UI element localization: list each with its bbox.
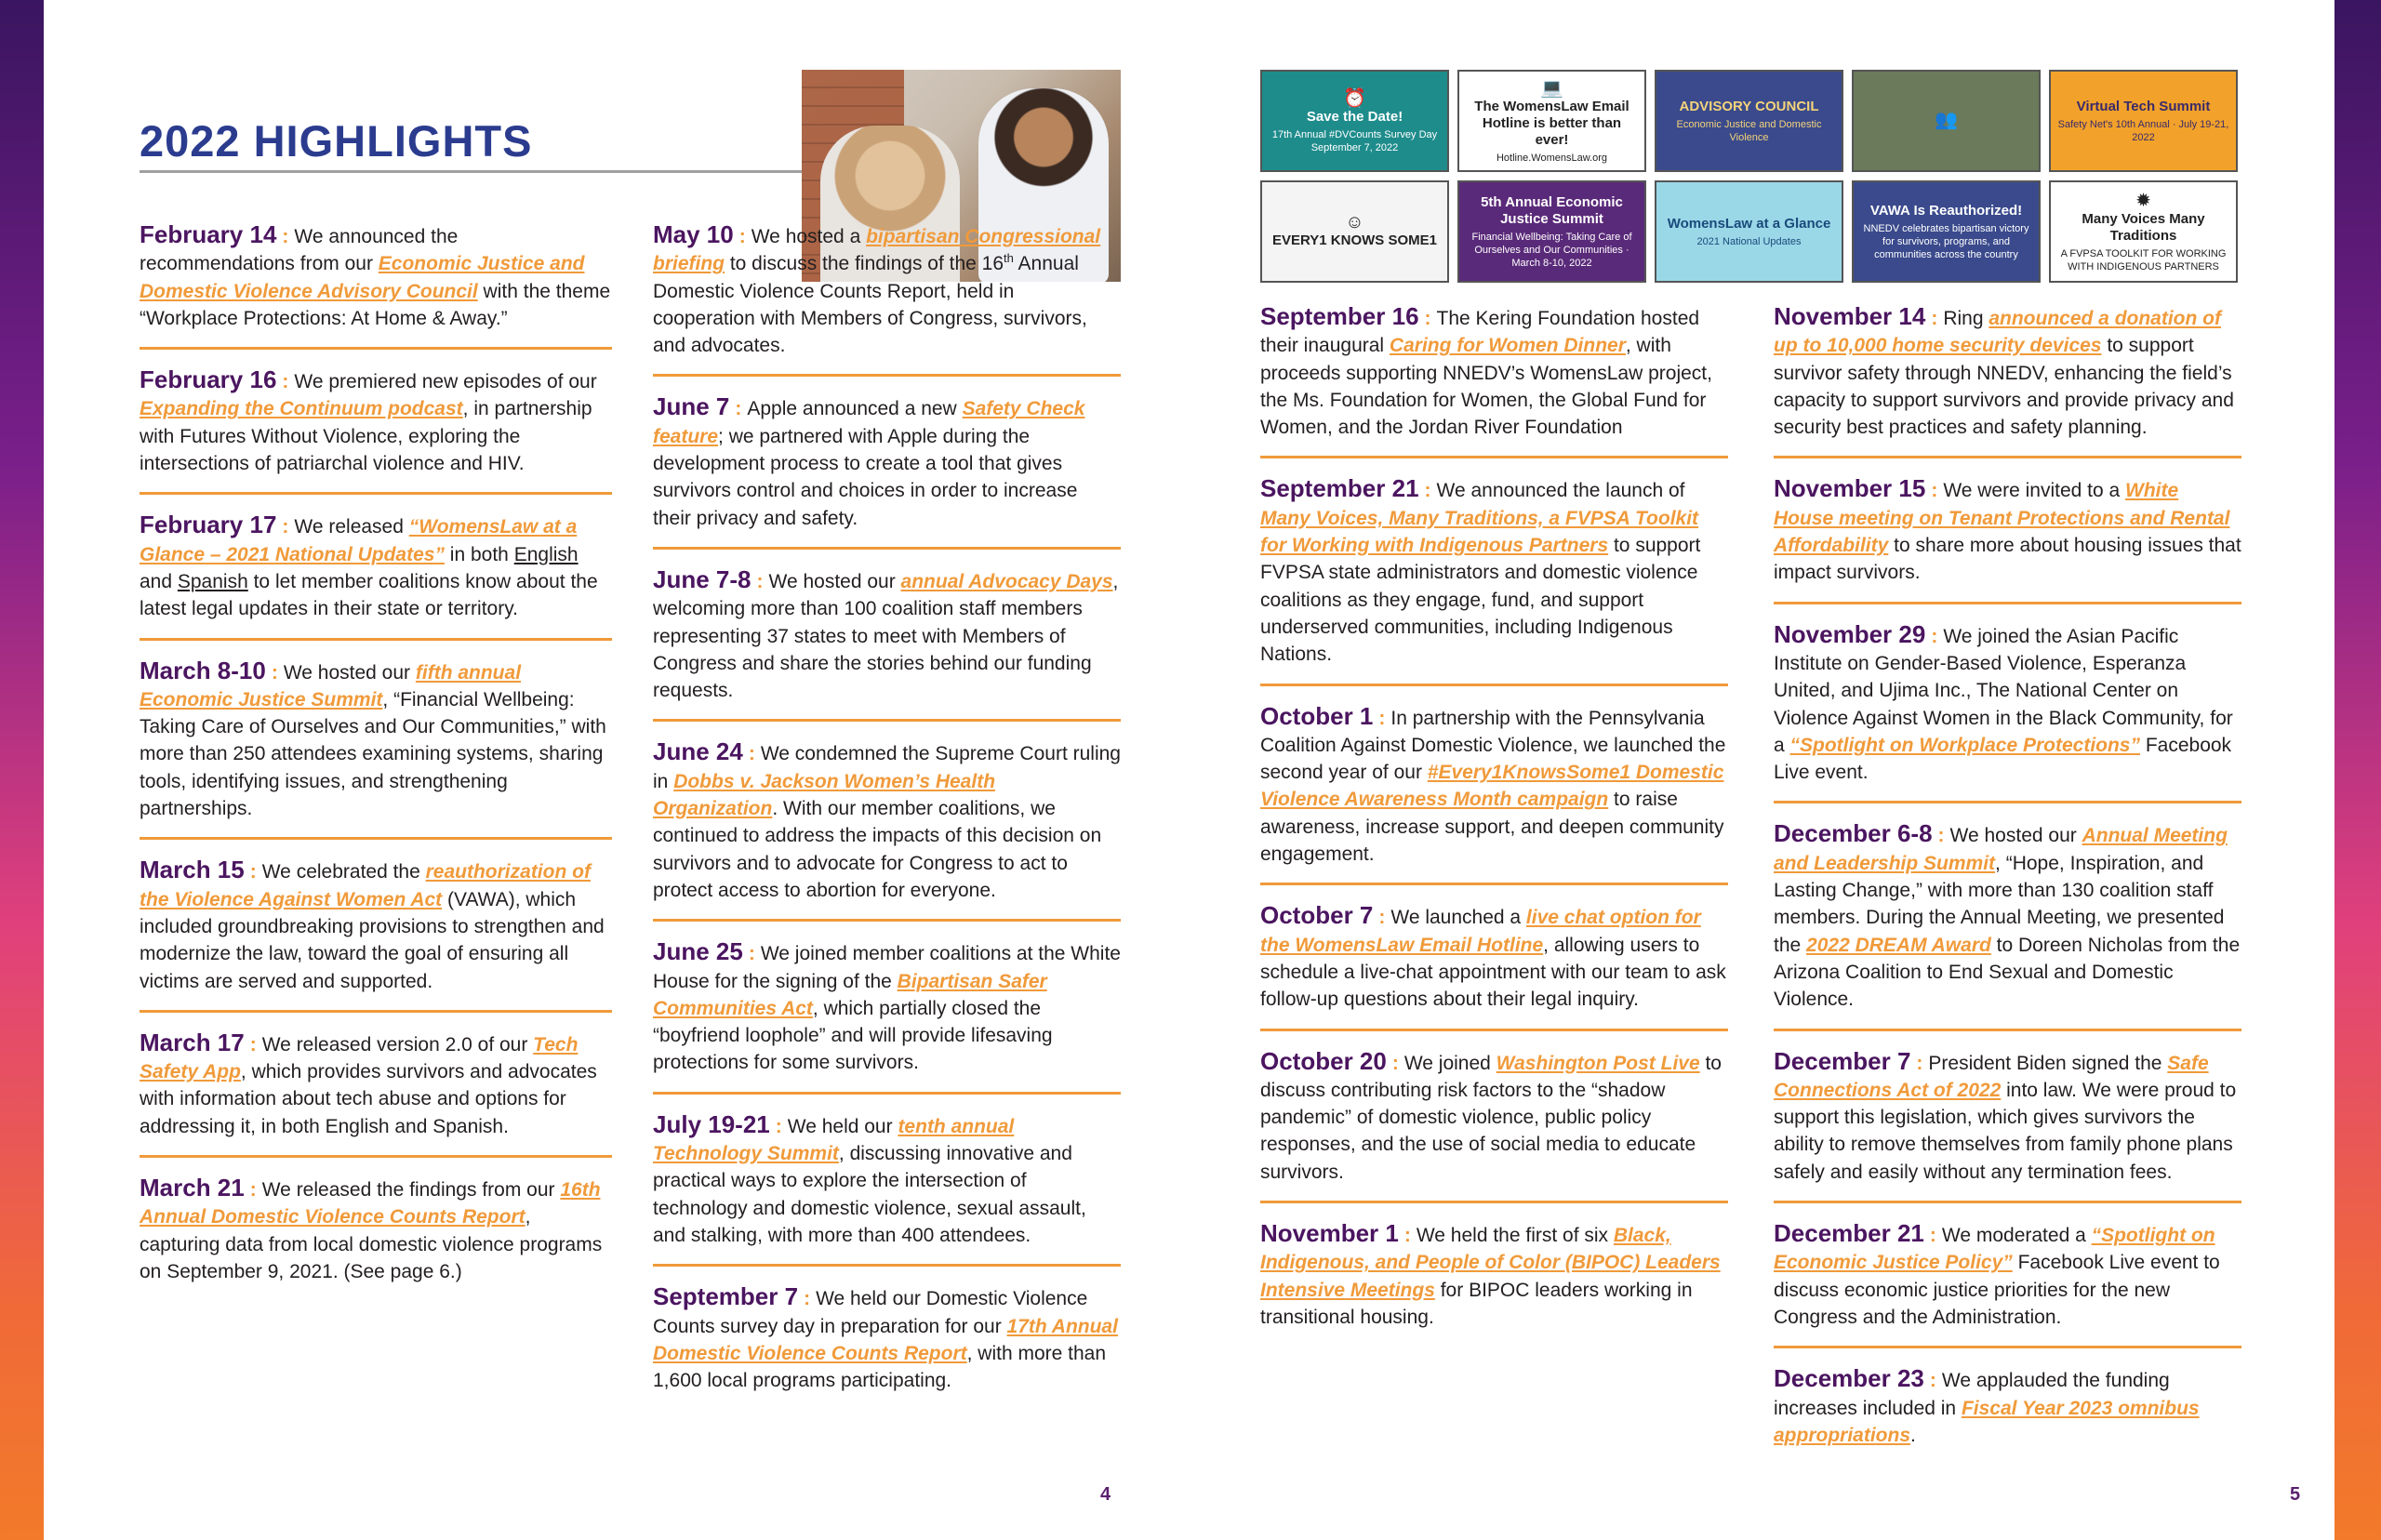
entry-text bbox=[1260, 902, 1728, 1013]
entry-text bbox=[1774, 475, 2241, 586]
entry-link[interactable]: 16th Annual Domestic Violence Counts Report bbox=[140, 1179, 601, 1228]
entry-text bbox=[140, 221, 612, 332]
date-separator: : bbox=[1378, 907, 1386, 929]
entry-link[interactable]: #Every1KnowsSome1 Domestic Violence Awareness Month campaign bbox=[1260, 762, 1724, 811]
entry-link[interactable]: Washington Post Live bbox=[1496, 1052, 1700, 1074]
entry-body-text: In partnership with the Pennsylvania Coalition Against Domestic Violence, we launched the second year of our bbox=[1260, 707, 1726, 784]
date-separator: : bbox=[282, 371, 289, 393]
entry-link[interactable]: live chat option for the WomensLaw Email Hotline bbox=[1260, 907, 1701, 956]
entry-body-text: for BIPOC leaders working in transitional housing. bbox=[1260, 1279, 1693, 1328]
entry-date: December 6-8 bbox=[1774, 819, 1933, 848]
timeline-entry bbox=[1774, 1220, 2241, 1348]
entry-body-text: We held our bbox=[787, 1115, 898, 1137]
entry-text bbox=[1260, 1220, 1728, 1331]
entry-link[interactable]: 2022 DREAM Award bbox=[1806, 934, 1991, 956]
entry-body-text: to raise awareness, increase support, and deepen community engagement. bbox=[1260, 789, 1724, 866]
thumbnail-content bbox=[1668, 216, 1831, 248]
timeline-entry bbox=[1260, 1220, 1728, 1346]
timeline-entry bbox=[1774, 475, 2241, 604]
entry-body-text: , in partnership with Futures Without Violence, exploring the intersections of patriarchal violence and HIV. bbox=[140, 398, 592, 475]
timeline-column-3 bbox=[1260, 303, 1728, 1362]
language-link[interactable]: English bbox=[513, 543, 579, 565]
group-photo-icon: 👥 bbox=[1935, 109, 1958, 130]
entry-date: March 21 bbox=[140, 1174, 245, 1202]
entry-body-text: with the theme “Workplace Protections: At Home & Away.” bbox=[140, 280, 611, 329]
highlight-thumbnail[interactable] bbox=[1852, 180, 2041, 283]
entry-body-text: to support survivor safety through NNEDV, enhancing the field’s capacity to support survivors and provide privacy and security best practices and safety planning. bbox=[1774, 335, 2234, 439]
entry-body-text: We announced the launch of bbox=[1436, 480, 1685, 502]
entry-link[interactable]: Tech Safety App bbox=[140, 1033, 579, 1083]
entry-body-text: , “Financial Wellbeing: Taking Care of Ourselves and Our Communities,” with more than 250 attendees examining systems, sharing tools, identifying issues, and strengthening partnerships. bbox=[140, 688, 606, 820]
entry-body-text: and bbox=[140, 570, 178, 592]
date-separator: : bbox=[804, 1288, 811, 1310]
timeline-entry bbox=[140, 366, 612, 495]
timeline-entry bbox=[653, 938, 1121, 1094]
faces-illustration-icon: ☺ bbox=[1345, 211, 1364, 232]
entry-date: February 16 bbox=[140, 365, 277, 394]
entry-body-text: We moderated a bbox=[1941, 1225, 2092, 1247]
entry-text bbox=[1774, 1365, 2241, 1449]
thumbnail-subtitle: Economic Justice and Domestic Violence bbox=[1676, 118, 1822, 143]
entry-date: November 1 bbox=[1260, 1219, 1399, 1248]
entry-date: November 29 bbox=[1774, 619, 1926, 648]
thumbnail-content bbox=[1465, 78, 1639, 165]
entry-link[interactable]: Fiscal Year 2023 omnibus appropriations bbox=[1774, 1397, 2200, 1446]
entry-date: October 1 bbox=[1260, 701, 1374, 730]
entry-body-text: , welcoming more than 100 coalition staff members representing 37 states to meet with Members of Congress and share the stories behind our funding requests. bbox=[653, 570, 1119, 702]
date-separator: : bbox=[1424, 480, 1431, 502]
entry-link[interactable]: Expanding the Continuum podcast bbox=[140, 398, 463, 420]
entry-text bbox=[653, 566, 1121, 704]
entry-body-text: , discussing innovative and practical ways to explore the intersection of technology and domestic violence, sexual assault, and stalking, with more than 400 attendees. bbox=[653, 1143, 1086, 1246]
entry-link[interactable]: Safe Connections Act of 2022 bbox=[1774, 1052, 2209, 1101]
entry-date: February 17 bbox=[140, 511, 277, 539]
entry-body-text: . bbox=[1910, 1424, 1916, 1446]
date-separator: : bbox=[1937, 825, 1945, 847]
entry-body-text: We held our Domestic Violence Counts survey day in preparation for our bbox=[653, 1288, 1088, 1337]
page-number-right: 5 bbox=[2290, 1484, 2301, 1505]
entry-body-text: , allowing users to schedule a live-chat appointment with our team to ask follow-up questions about their legal inquiry. bbox=[1260, 934, 1726, 1011]
date-separator: : bbox=[249, 1033, 257, 1055]
entry-text bbox=[653, 938, 1121, 1076]
entry-body-text: to Doreen Nicholas from the Arizona Coalition to End Sexual and Domestic Violence. bbox=[1774, 934, 2241, 1011]
entry-link[interactable]: “Spotlight on Economic Justice Policy” bbox=[1774, 1225, 2215, 1274]
thumbnail-subtitle: 2021 National Updates bbox=[1696, 235, 1802, 247]
entry-text bbox=[653, 1283, 1121, 1394]
entry-body-text: We released version 2.0 of our bbox=[261, 1033, 534, 1055]
thumbnail-subtitle: Financial Wellbeing: Taking Care of Ourselves and Our Communities · March 8-10, 2022 bbox=[1471, 231, 1632, 269]
thumbnail-content bbox=[1662, 99, 1836, 144]
entry-body-text: We were invited to a bbox=[1943, 480, 2126, 502]
entry-date: December 7 bbox=[1774, 1046, 1911, 1075]
entry-text bbox=[140, 366, 612, 477]
entry-link[interactable]: Caring for Women Dinner bbox=[1389, 335, 1626, 357]
highlight-thumbnail[interactable] bbox=[1260, 70, 1449, 172]
timeline-column-2 bbox=[653, 221, 1121, 1426]
date-separator: : bbox=[282, 516, 289, 538]
timeline-entry bbox=[140, 657, 612, 841]
entry-body-text: to share more about housing issues that impact survivors. bbox=[1774, 535, 2241, 584]
thumbnail-content bbox=[1272, 212, 1437, 252]
entry-text bbox=[140, 856, 612, 994]
entry-body-text: , capturing data from local domestic violence programs on September 9, 2021. (See page 6.) bbox=[140, 1206, 603, 1282]
date-separator: : bbox=[1378, 707, 1386, 729]
timeline-entry bbox=[1260, 303, 1728, 458]
title-underline bbox=[140, 170, 802, 173]
entry-link[interactable]: announced a donation of up to 10,000 home security devices bbox=[1774, 308, 2221, 357]
date-separator: : bbox=[1403, 1225, 1411, 1247]
entry-link[interactable]: tenth annual Technology Summit bbox=[653, 1115, 1015, 1165]
entry-date: February 14 bbox=[140, 220, 277, 248]
entry-body-text: ; we partnered with Apple during the development process to create a tool that gives survivors control and choices in order to increase their privacy and safety. bbox=[653, 425, 1078, 529]
thumbnail-content bbox=[1268, 88, 1442, 154]
entry-link[interactable]: 17th Annual Domestic Violence Counts Report bbox=[653, 1315, 1118, 1364]
date-separator: : bbox=[249, 861, 257, 883]
entry-text bbox=[1260, 303, 1728, 441]
entry-text bbox=[653, 738, 1121, 904]
date-separator: : bbox=[282, 226, 289, 247]
entry-date: December 23 bbox=[1774, 1364, 1924, 1393]
entry-body-text: . With our member coalitions, we continued to address the impacts of this decision on survivors and to advocate for Congress to act to protect access to abortion for everyone. bbox=[653, 798, 1102, 901]
timeline-entry bbox=[653, 1283, 1121, 1409]
entry-link[interactable]: reauthorization of the Violence Against Women Act bbox=[140, 861, 591, 910]
entry-link[interactable]: annual Advocacy Days bbox=[900, 570, 1113, 592]
page-number-left: 4 bbox=[1100, 1484, 1111, 1505]
date-separator: : bbox=[1931, 480, 1938, 502]
timeline-entry bbox=[653, 738, 1121, 922]
entry-body-text: to discuss contributing risk factors to the “shadow pandemic” of domestic violence, public policy responses, and the use of social media to educate survivors. bbox=[1260, 1052, 1722, 1183]
date-separator: : bbox=[1391, 1052, 1399, 1074]
thumbnail-title: Save the Date! bbox=[1306, 108, 1403, 125]
entry-link[interactable]: Safety Check feature bbox=[653, 398, 1085, 447]
entry-body-text: We released bbox=[294, 516, 409, 538]
timeline-entry bbox=[140, 1029, 612, 1158]
entry-link[interactable]: Economic Justice and Domestic Violence Advisory Council bbox=[140, 253, 585, 302]
timeline-column-1 bbox=[140, 221, 612, 1317]
entry-body-text: We joined member coalitions at the White House for the signing of the bbox=[653, 943, 1121, 992]
entry-text bbox=[1774, 621, 2241, 787]
entry-body-text: We announced the recommendations from our bbox=[140, 226, 459, 275]
entry-body-text: We joined the Asian Pacific Institute on Gender-Based Violence, Esperanza United, and Ujima Inc., The National Center on Violence Against Women in the Black Community, for a bbox=[1774, 625, 2233, 756]
timeline-entry bbox=[1774, 1048, 2241, 1203]
timeline-entry bbox=[140, 1175, 612, 1300]
date-separator: : bbox=[249, 1179, 257, 1201]
entry-body-text: (VAWA), which included groundbreaking provisions to strengthen and modernize the law, toward the goal of ensuring all victims are served and supported. bbox=[140, 888, 605, 992]
entry-text bbox=[1774, 820, 2241, 1013]
date-separator: : bbox=[775, 1115, 782, 1137]
language-link[interactable]: Spanish bbox=[177, 570, 248, 592]
timeline-entry bbox=[1260, 703, 1728, 886]
clock-icon: ⏰ bbox=[1343, 87, 1366, 109]
entry-body-text: We held the first of six bbox=[1416, 1225, 1614, 1247]
thumbnail-title: Virtual Tech Summit bbox=[2076, 98, 2211, 114]
entry-body-text: , “Hope, Inspiration, and Lasting Change,” with more than 130 coalition staff members. During the Annual Meeting, we presented the bbox=[1774, 852, 2225, 956]
entry-body-text: Facebook Live event to discuss economic justice priorities for the new Congress and the Administration. bbox=[1774, 1252, 2220, 1328]
right-gradient-edge bbox=[2334, 0, 2381, 1540]
device-icon: 💻 bbox=[1540, 77, 1563, 99]
date-separator: : bbox=[1929, 1370, 1936, 1392]
entry-body-text: We celebrated the bbox=[261, 861, 426, 883]
entry-date: June 7-8 bbox=[653, 564, 752, 593]
date-separator: : bbox=[1424, 308, 1431, 329]
timeline-entry bbox=[140, 511, 612, 640]
thumbnail-subtitle: NNEDV celebrates bipartisan victory for survivors, programs, and communities across the country bbox=[1863, 222, 2029, 260]
highlight-thumbnail[interactable] bbox=[1655, 180, 1843, 283]
timeline-entry bbox=[653, 566, 1121, 722]
date-separator: : bbox=[748, 743, 755, 765]
entry-text bbox=[1774, 1220, 2241, 1331]
highlight-thumbnail[interactable] bbox=[1655, 70, 1843, 172]
date-separator: : bbox=[756, 570, 764, 592]
entry-link[interactable]: Black, Indigenous, and People of Color (BIPOC) Leaders Intensive Meetings bbox=[1260, 1225, 1721, 1301]
thumbnail-content bbox=[1859, 203, 2033, 261]
entry-body-text: in both bbox=[444, 543, 514, 565]
highlight-thumbnail[interactable] bbox=[1457, 70, 1646, 172]
entry-link[interactable]: “Spotlight on Workplace Protections” bbox=[1789, 734, 2140, 756]
thumbnail-content bbox=[2056, 99, 2230, 144]
entry-body-text: to discuss the findings of the 16 bbox=[725, 253, 1004, 275]
entry-link[interactable]: Many Voices, Many Traditions, a FVPSA Toolkit for Working with Indigenous Partners bbox=[1260, 507, 1699, 557]
entry-date: September 7 bbox=[653, 1282, 799, 1311]
entry-link[interactable]: Dobbs v. Jackson Women’s Health Organization bbox=[653, 770, 996, 820]
thumbnail-title: Many Voices Many Traditions bbox=[2082, 210, 2205, 244]
thumbnail-content bbox=[2056, 191, 2230, 273]
entry-body-text: , which partially closed the “boyfriend loophole” and will provide lifesaving protections for some survivors. bbox=[653, 997, 1053, 1074]
entry-link[interactable]: Bipartisan Safer Communities Act bbox=[653, 970, 1047, 1019]
timeline-entry bbox=[1260, 475, 1728, 685]
entry-text bbox=[1774, 1048, 2241, 1186]
timeline-entry bbox=[140, 221, 612, 350]
timeline-entry bbox=[1260, 902, 1728, 1030]
entry-body-text: We hosted our bbox=[1949, 825, 2082, 847]
date-separator: : bbox=[748, 943, 755, 965]
entry-text bbox=[140, 1029, 612, 1140]
entry-link[interactable]: Annual Meeting and Leadership Summit bbox=[1774, 825, 2228, 874]
entry-text bbox=[140, 511, 612, 622]
thumbnail-title: EVERY1 KNOWS SOME1 bbox=[1272, 232, 1437, 248]
entry-text bbox=[140, 657, 612, 823]
entry-body-text: Facebook Live event. bbox=[1774, 734, 2232, 784]
date-separator: : bbox=[1931, 625, 1938, 647]
timeline-entry bbox=[1774, 621, 2241, 804]
timeline-entry bbox=[1774, 820, 2241, 1030]
thumbnail-title: The WomensLaw Email Hotline is better than ever! bbox=[1474, 98, 1629, 148]
entry-body-text: to support FVPSA state administrators and domestic violence coalitions as they engage, fund, and support underserved communities, including Indigenous Nations. bbox=[1260, 535, 1701, 666]
thumbnail-title: VAWA Is Reauthorized! bbox=[1869, 202, 2023, 219]
entry-date: September 21 bbox=[1260, 474, 1419, 503]
entry-date: October 20 bbox=[1260, 1046, 1387, 1075]
entry-link[interactable]: White House meeting on Tenant Protections and Rental Affordability bbox=[1774, 480, 2230, 557]
entry-body-text: Ring bbox=[1943, 308, 1989, 329]
highlight-thumbnail[interactable] bbox=[2049, 70, 2238, 172]
entry-body-text: The Kering Foundation hosted their inaugural bbox=[1260, 308, 1700, 357]
entry-body-text: into law. We were proud to support this legislation, which gives survivors the ability to remove themselves from family phone plans safely and easily without any termination fees. bbox=[1774, 1079, 2237, 1183]
left-gradient-edge bbox=[0, 0, 44, 1540]
thumbnail-subtitle: 17th Annual #DVCounts Survey Day September 7, 2022 bbox=[1271, 128, 1438, 153]
entry-date: November 15 bbox=[1774, 474, 1926, 503]
entry-body-text: We condemned the Supreme Court ruling in bbox=[653, 743, 1121, 792]
thumbnail-title: ADVISORY COUNCIL bbox=[1679, 98, 1819, 114]
entry-body-text: We launched a bbox=[1390, 907, 1526, 929]
entry-date: June 24 bbox=[653, 737, 743, 766]
entry-body-text: to let member coalitions know about the latest legal updates in their state or territory. bbox=[140, 570, 598, 620]
entry-date: June 7 bbox=[653, 392, 730, 421]
entry-text bbox=[653, 221, 1121, 359]
entry-body-text: Apple announced a new bbox=[747, 398, 963, 420]
entry-body-text: , which provides survivors and advocates with information about tech abuse and options for addressing it, in both English and Spanish. bbox=[140, 1061, 597, 1137]
thumbnail-subtitle: A FVPSA TOOLKIT FOR WORKING WITH INDIGENOUS PARTNERS bbox=[2060, 247, 2227, 272]
timeline-entry bbox=[1774, 303, 2241, 458]
entry-date: May 10 bbox=[653, 220, 734, 248]
entry-text bbox=[140, 1175, 612, 1285]
date-separator: : bbox=[271, 661, 278, 684]
thumbnail-content bbox=[1465, 194, 1639, 270]
date-separator: : bbox=[738, 226, 746, 247]
entry-body-text: We applauded the funding increases included in bbox=[1774, 1370, 2170, 1419]
entry-date: March 15 bbox=[140, 856, 245, 884]
entry-body-text: Annual Domestic Violence Counts Report, held in cooperation with Members of Congress, survivors, and advocates. bbox=[653, 253, 1087, 357]
date-separator: : bbox=[1929, 1225, 1936, 1247]
thumbnail-title: 5th Annual Economic Justice Summit bbox=[1481, 193, 1623, 227]
thumbnail-content bbox=[1935, 110, 1958, 133]
timeline-entry bbox=[140, 856, 612, 1012]
entry-body-text: , with more than 1,600 local programs participating. bbox=[653, 1342, 1107, 1392]
entry-body-text: President Biden signed the bbox=[1928, 1052, 2168, 1074]
entry-date: November 14 bbox=[1774, 302, 1926, 330]
date-separator: : bbox=[1931, 308, 1938, 329]
entry-link[interactable]: bipartisan Congressional briefing bbox=[653, 226, 1101, 275]
entry-text bbox=[1774, 303, 2241, 441]
entry-date: June 25 bbox=[653, 937, 743, 966]
entry-body-text: We premiered new episodes of our bbox=[294, 371, 597, 393]
entry-text bbox=[1260, 1048, 1728, 1186]
date-separator: : bbox=[735, 398, 742, 420]
entry-date: July 19-21 bbox=[653, 1109, 770, 1138]
highlight-thumbnail[interactable] bbox=[2049, 180, 2238, 283]
thumbnail-subtitle: Hotline.WomensLaw.org bbox=[1496, 152, 1608, 164]
entry-date: December 21 bbox=[1774, 1219, 1924, 1248]
entry-link[interactable]: fifth annual Economic Justice Summit bbox=[140, 661, 522, 710]
entry-body-text: , with proceeds supporting NNEDV’s WomensLaw project, the Ms. Foundation for Women, the Global Fund for Women, and the Jordan River Foundation bbox=[1260, 335, 1712, 439]
entry-date: March 17 bbox=[140, 1028, 245, 1056]
ordinal-suffix: th bbox=[1004, 251, 1014, 266]
entry-body-text: We hosted our bbox=[768, 570, 901, 592]
entry-date: March 8-10 bbox=[140, 656, 266, 684]
highlight-thumbnail[interactable] bbox=[1260, 180, 1449, 283]
entry-text bbox=[1260, 475, 1728, 668]
timeline-entry bbox=[653, 221, 1121, 377]
timeline-entry bbox=[1260, 1048, 1728, 1203]
entry-text bbox=[653, 393, 1121, 531]
date-separator: : bbox=[1916, 1052, 1923, 1074]
entry-text bbox=[1260, 703, 1728, 869]
thumbnail-title: WomensLaw at a Glance bbox=[1667, 215, 1831, 232]
timeline-entry bbox=[653, 393, 1121, 549]
entry-body-text: We joined bbox=[1403, 1052, 1496, 1074]
star-emblem-icon: ✹ bbox=[2135, 190, 2151, 211]
page-title: 2022 HIGHLIGHTS bbox=[140, 116, 533, 166]
timeline-entry bbox=[1774, 1365, 2241, 1464]
thumbnail-subtitle: Safety Net's 10th Annual · July 19-21, 2022 bbox=[2057, 118, 2229, 143]
entry-link[interactable]: “WomensLaw at a Glance – 2021 National Updates” bbox=[140, 516, 578, 565]
timeline-column-4 bbox=[1774, 303, 2241, 1480]
highlight-thumbnail[interactable] bbox=[1852, 70, 2041, 172]
timeline-entry bbox=[653, 1111, 1121, 1267]
entry-text bbox=[653, 1111, 1121, 1249]
entry-body-text: We released the findings from our bbox=[261, 1179, 561, 1201]
entry-body-text: We hosted our bbox=[283, 661, 416, 684]
entry-body-text: We hosted a bbox=[751, 226, 867, 247]
entry-date: October 7 bbox=[1260, 901, 1374, 930]
entry-date: September 16 bbox=[1260, 302, 1419, 330]
highlight-thumbnail[interactable] bbox=[1457, 180, 1646, 283]
